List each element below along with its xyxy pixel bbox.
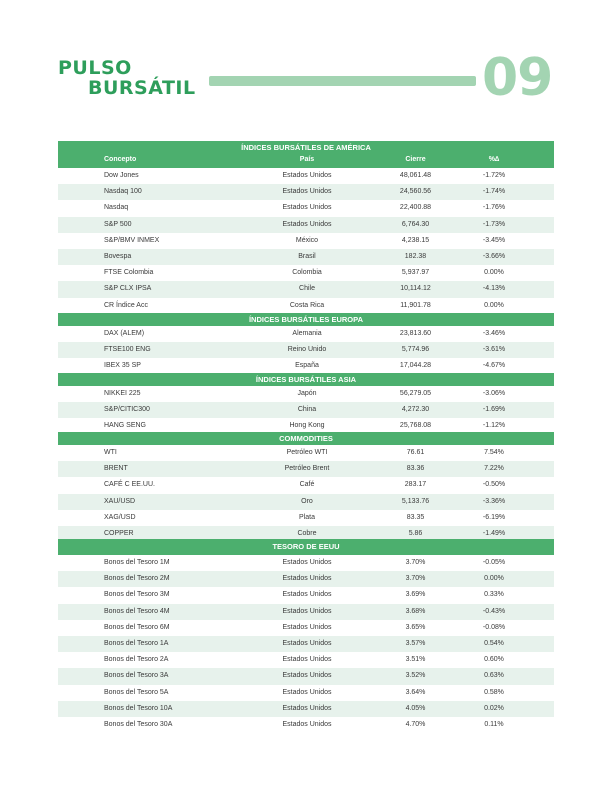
cell-close: 3.68%: [405, 607, 426, 615]
cell-concept: WTI: [104, 449, 117, 456]
cell-country: Colombia: [292, 269, 322, 277]
cell-close: 4,238.15: [401, 236, 430, 244]
cell-concept: Bovespa: [104, 252, 132, 260]
brand-line-1: PULSO: [58, 57, 132, 79]
cell-change: -0.08%: [482, 623, 506, 631]
cell-close: 56,279.05: [399, 390, 432, 397]
cell-close: 5,937.97: [401, 269, 430, 277]
column-header-close: Cierre: [405, 156, 426, 163]
cell-close: 283.17: [404, 481, 427, 489]
cell-change: -3.36%: [482, 497, 506, 505]
cell-country: México: [295, 236, 319, 244]
cell-concept: IBEX 35 SP: [104, 362, 141, 370]
cell-change: -3.66%: [482, 252, 506, 260]
cell-change: -4.67%: [482, 362, 506, 370]
column-header-change: %∆: [488, 156, 500, 163]
rows-commodities: [58, 445, 554, 542]
column-header-row: [58, 154, 554, 168]
cell-close: 4.05%: [405, 704, 426, 712]
cell-close: 48,061.48: [399, 172, 432, 179]
cell-country: Costa Rica: [289, 301, 325, 309]
cell-change: -1.72%: [482, 172, 506, 179]
cell-change: 7.54%: [484, 449, 504, 456]
cell-change: 0.58%: [484, 688, 504, 696]
cell-country: Estados Unidos: [282, 204, 332, 212]
cell-country: Estados Unidos: [282, 639, 332, 647]
cell-close: 182.38: [404, 252, 427, 260]
cell-country: Estados Unidos: [282, 656, 332, 664]
cell-change: -1.76%: [482, 204, 506, 212]
table-row: [58, 685, 554, 701]
cell-change: 0.02%: [484, 704, 504, 712]
section-header-treasury: TESORO DE EEUU: [58, 539, 554, 555]
cell-concept: HANG SENG: [104, 422, 147, 430]
cell-change: -1.12%: [482, 422, 506, 430]
cell-change: 0.60%: [484, 656, 504, 664]
table-row: [58, 587, 554, 603]
cell-change: 0.54%: [484, 639, 504, 647]
cell-change: -3.06%: [482, 390, 506, 397]
table-treasury: [58, 539, 554, 733]
cell-close: 17,044.28: [399, 362, 432, 370]
table-row: [58, 604, 554, 620]
cell-country: Estados Unidos: [282, 591, 332, 599]
cell-concept: FTSE Colombia: [104, 269, 154, 277]
cell-country: Oro: [301, 497, 313, 505]
cell-concept: Bonos del Tesoro 2A: [104, 656, 169, 664]
cell-country: Alemania: [292, 330, 322, 337]
cell-change: -1.69%: [482, 406, 506, 414]
column-header-country: País: [299, 156, 315, 163]
cell-concept: XAG/USD: [104, 513, 136, 521]
table-row: [58, 510, 554, 526]
cell-concept: Nasdaq 100: [104, 188, 142, 196]
table-row: [58, 402, 554, 418]
cell-country: Café: [299, 481, 315, 489]
cell-country: Estados Unidos: [282, 607, 332, 615]
cell-concept: Bonos del Tesoro 3M: [104, 591, 170, 599]
table-row: [58, 445, 554, 461]
cell-close: 3.57%: [405, 639, 426, 647]
cell-change: 0.11%: [484, 720, 504, 728]
cell-close: 3.65%: [405, 623, 426, 631]
table-row: [58, 636, 554, 652]
cell-change: 0.33%: [484, 591, 504, 599]
table-row: [58, 168, 554, 184]
cell-country: Estados Unidos: [282, 559, 332, 566]
table-row: [58, 555, 554, 571]
table-row: [58, 620, 554, 636]
cell-country: China: [297, 406, 317, 414]
cell-change: 0.00%: [484, 575, 504, 583]
cell-close: 83.36: [406, 465, 425, 473]
cell-close: 5,774.96: [401, 346, 430, 354]
cell-change: 7.22%: [484, 465, 504, 473]
cell-country: Estados Unidos: [282, 623, 332, 631]
cell-change: 0.00%: [484, 269, 504, 277]
cell-country: Hong Kong: [289, 422, 325, 430]
cell-concept: Bonos del Tesoro 2M: [104, 575, 170, 583]
table-row: [58, 717, 554, 733]
cell-close: 5.86: [408, 529, 423, 537]
table-row: [58, 494, 554, 510]
cell-concept: CR Índice Acc: [104, 301, 148, 309]
cell-close: 3.70%: [405, 575, 426, 583]
cell-concept: XAU/USD: [104, 497, 136, 505]
cell-close: 3.69%: [405, 591, 426, 599]
cell-concept: Bonos del Tesoro 1M: [104, 559, 170, 566]
cell-change: -4.13%: [482, 285, 506, 293]
cell-close: 24,560.56: [399, 188, 432, 196]
cell-close: 23,813.60: [399, 330, 432, 337]
cell-close: 3.52%: [405, 672, 426, 680]
table-row: [58, 571, 554, 587]
cell-concept: Bonos del Tesoro 6M: [104, 623, 170, 631]
table-row: [58, 184, 554, 200]
table-row: [58, 342, 554, 358]
cell-concept: Bonos del Tesoro 4M: [104, 607, 170, 615]
table-row: [58, 217, 554, 233]
cell-concept: Bonos del Tesoro 5A: [104, 688, 169, 696]
cell-concept: Bonos del Tesoro 1A: [104, 639, 169, 647]
table-row: [58, 281, 554, 297]
cell-close: 5,133.76: [401, 497, 430, 505]
cell-country: Cobre: [297, 529, 317, 537]
cell-concept: S&P CLX IPSA: [104, 285, 152, 293]
section-header-asia: ÍNDICES BURSÁTILES ASIA: [58, 373, 554, 386]
table-commodities: [58, 432, 554, 542]
cell-close: 4.70%: [405, 720, 426, 728]
cell-country: Estados Unidos: [282, 188, 332, 196]
table-row: [58, 652, 554, 668]
cell-country: Estados Unidos: [282, 704, 332, 712]
cell-close: 22,400.88: [399, 204, 432, 212]
table-row: [58, 249, 554, 265]
rows-treasury: [58, 555, 554, 733]
cell-change: -1.49%: [482, 529, 506, 537]
cell-country: Brasil: [298, 252, 316, 260]
rows-america: [58, 168, 554, 314]
cell-close: 25,768.08: [399, 422, 432, 430]
cell-concept: NIKKEI 225: [104, 390, 141, 397]
cell-close: 3.70%: [405, 559, 426, 566]
cell-concept: BRENT: [104, 465, 128, 473]
cell-country: Petróleo Brent: [284, 465, 330, 473]
cell-close: 6,764.30: [401, 220, 430, 228]
cell-concept: Nasdaq: [104, 204, 129, 212]
cell-change: -3.46%: [482, 330, 506, 337]
cell-close: 4,272.30: [401, 406, 430, 414]
cell-concept: DAX (ALEM): [104, 330, 145, 337]
cell-change: -1.74%: [482, 188, 506, 196]
cell-close: 3.64%: [405, 688, 426, 696]
cell-concept: Bonos del Tesoro 30A: [104, 720, 173, 728]
cell-country: Estados Unidos: [282, 172, 332, 179]
cell-close: 11,901.78: [400, 301, 431, 309]
cell-change: -1.73%: [482, 220, 506, 228]
cell-close: 83.35: [406, 513, 425, 521]
table-row: [58, 265, 554, 281]
cell-concept: Dow Jones: [104, 172, 139, 179]
cell-country: Petróleo WTI: [286, 449, 328, 456]
cell-change: -0.43%: [482, 607, 506, 615]
cell-close: 76.61: [406, 449, 425, 456]
cell-country: España: [295, 362, 319, 370]
cell-country: Chile: [299, 285, 315, 293]
brand-logo: [58, 58, 196, 98]
table-asia: [58, 373, 554, 435]
table-america: [58, 141, 554, 314]
table-row: [58, 461, 554, 477]
page-number: 09: [482, 48, 553, 108]
cell-change: 0.63%: [484, 672, 504, 680]
cell-concept: Bonos del Tesoro 3A: [104, 672, 169, 680]
table-europa: [58, 313, 554, 375]
table-row: [58, 326, 554, 342]
table-row: [58, 200, 554, 216]
cell-change: 0.00%: [484, 301, 504, 309]
cell-concept: S&P/CITIC300: [104, 406, 150, 414]
table-row: [58, 386, 554, 402]
cell-change: -0.05%: [482, 559, 506, 566]
section-header-america: ÍNDICES BURSÁTILES DE AMÉRICA: [58, 141, 554, 154]
cell-change: -6.19%: [482, 513, 506, 521]
cell-country: Plata: [299, 513, 315, 521]
cell-concept: COPPER: [104, 529, 134, 537]
header-divider: [209, 76, 476, 86]
rows-asia: [58, 386, 554, 435]
cell-change: -3.45%: [482, 236, 506, 244]
cell-concept: S&P 500: [104, 220, 132, 228]
cell-change: -0.50%: [482, 481, 506, 489]
table-row: [58, 298, 554, 314]
table-row: [58, 477, 554, 493]
cell-change: -3.61%: [482, 346, 506, 354]
rows-europa: [58, 326, 554, 375]
table-row: [58, 233, 554, 249]
cell-concept: CAFÉ C EE.UU.: [104, 481, 155, 489]
table-row: [58, 701, 554, 717]
cell-country: Estados Unidos: [282, 672, 332, 680]
cell-concept: FTSE100 ENG: [104, 346, 151, 354]
cell-concept: Bonos del Tesoro 10A: [104, 704, 173, 712]
cell-close: 3.51%: [405, 656, 426, 664]
section-header-europa: ÍNDICES BURSÁTILES EUROPA: [58, 313, 554, 326]
cell-close: 10,114.12: [400, 285, 431, 293]
brand-line-2: BURSÁTIL: [88, 77, 196, 99]
section-header-commodities: COMMODITIES: [58, 432, 554, 445]
table-row: [58, 668, 554, 684]
cell-country: Reino Unido: [287, 346, 327, 354]
cell-concept: S&P/BMV INMEX: [104, 236, 160, 244]
cell-country: Estados Unidos: [282, 688, 332, 696]
cell-country: Estados Unidos: [282, 575, 332, 583]
column-header-concept: Concepto: [104, 156, 137, 163]
cell-country: Estados Unidos: [282, 220, 332, 228]
cell-country: Japón: [297, 390, 317, 397]
cell-country: Estados Unidos: [282, 720, 332, 728]
